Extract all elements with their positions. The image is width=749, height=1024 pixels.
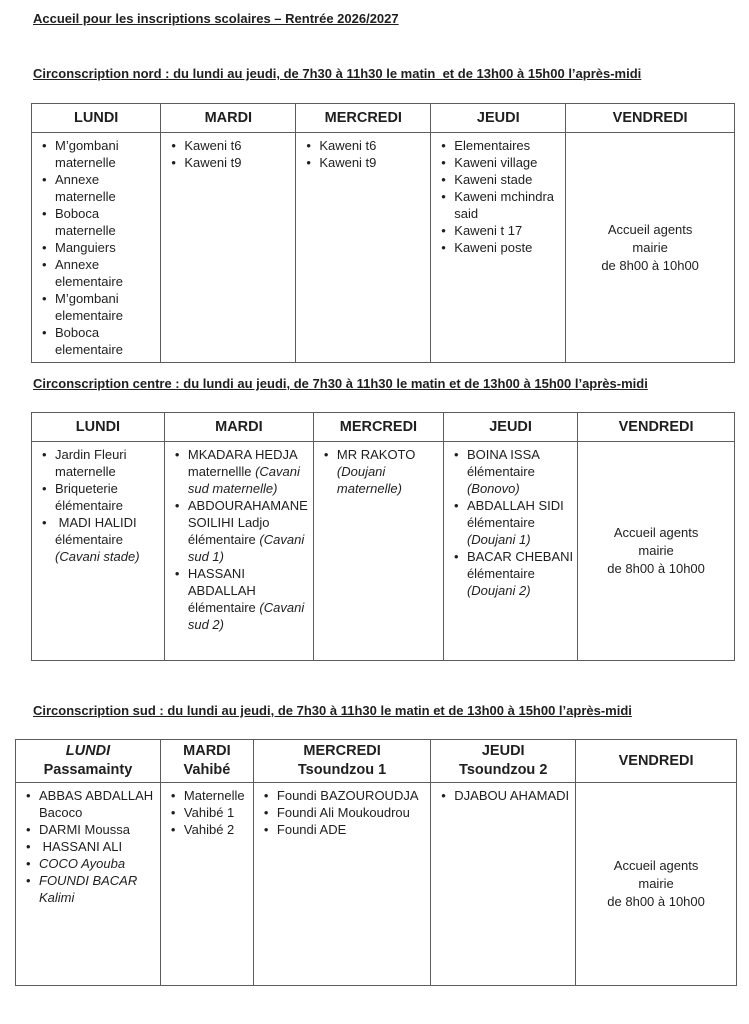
list-item-text: Kaweni stade: [454, 172, 533, 187]
column-header-text: LUNDI: [74, 109, 119, 126]
list-item-text: Elementaires: [454, 138, 531, 153]
list-item: [435, 222, 563, 239]
column-header-line: [316, 418, 441, 437]
list-item: [448, 548, 575, 599]
list-item-text: Boboca maternelle: [55, 206, 116, 238]
list-item: [435, 188, 563, 222]
list-item-text: Kaweni t 17: [454, 223, 523, 238]
schedule-cell: [431, 783, 576, 986]
list-item: [435, 171, 563, 188]
column-header-text: Tsoundzou 2: [459, 762, 548, 778]
list-item-text: DARMI Moussa: [39, 822, 131, 837]
column-header-text: LUNDI: [75, 418, 121, 435]
column-header: [578, 413, 735, 442]
list-item: [165, 154, 293, 171]
column-header-line: [578, 752, 734, 771]
list-item: [448, 497, 575, 548]
schedule-cell: [576, 783, 737, 986]
column-header-line: [446, 418, 575, 437]
list-item-text: MR RAKOTO: [336, 447, 419, 462]
column-header: [160, 740, 253, 783]
column-header-text: MERCREDI: [324, 109, 402, 126]
column-header-text: Vahibé: [183, 762, 231, 778]
column-header-text: JEUDI: [481, 743, 525, 759]
list-item: [36, 480, 162, 514]
friday-note-line: mairie: [638, 543, 674, 558]
column-header: [32, 104, 161, 133]
list-item-text: ABBAS ABDALLAH Bacoco: [39, 788, 157, 820]
school-list: [318, 446, 441, 497]
list-item-text: M’gombani elementaire: [55, 291, 123, 323]
column-header-line: [256, 742, 428, 761]
friday-note-line: de 8h00 à 10h00: [607, 561, 705, 576]
list-item: [169, 565, 311, 633]
list-item-text: (Bonovo): [466, 481, 520, 496]
column-header-text: LUNDI: [65, 743, 111, 759]
column-header-line: [163, 761, 251, 780]
list-item-text: DJABOU AHAMADI: [454, 788, 570, 803]
list-item: [36, 171, 158, 205]
schedule-cell: [32, 442, 165, 661]
list-item: [300, 154, 428, 171]
list-item-text: Kaweni mchindra said: [454, 189, 558, 221]
section-heading-nord: Circonscription nord : du lundi au jeudi, de 7h30 à 11h30 le matin et de 13h00 à 15h00 l’après-midi: [33, 66, 642, 81]
schedule-cell: [431, 133, 566, 363]
friday-note-line: de 8h00 à 10h00: [601, 257, 699, 273]
list-item: [36, 446, 162, 480]
schedule-cell: [160, 783, 253, 986]
school-list: [165, 137, 293, 171]
list-item-text: (Doujani maternelle): [336, 464, 402, 496]
column-header-line: [34, 418, 162, 437]
list-item: [165, 821, 251, 838]
column-header: [296, 104, 431, 133]
friday-note-line: Accueil agents: [607, 221, 693, 237]
school-list: [165, 787, 251, 838]
list-item: [36, 324, 158, 358]
list-item: [435, 154, 563, 171]
list-item-text: MKADARA HEDJA maternellle: [187, 447, 301, 479]
school-list: [258, 787, 428, 838]
list-item: [169, 497, 311, 565]
list-item: [169, 446, 311, 497]
schedule-table-nord: [31, 103, 735, 363]
list-item-text: COCO Ayouba: [39, 856, 126, 871]
list-item-text: ABDOURAHAMANE SOILIHI Ladjo élémentaire: [187, 498, 312, 547]
friday-note-line: mairie: [632, 239, 668, 255]
list-item: [258, 787, 428, 804]
list-item: [165, 804, 251, 821]
friday-note-line: de 8h00 à 10h00: [607, 894, 705, 909]
list-item: [318, 446, 441, 497]
list-item-text: Kaweni t9: [319, 155, 377, 170]
list-item-text: (Cavani sud 1): [187, 532, 308, 564]
list-item-text: Boboca elementaire: [55, 325, 123, 357]
column-header: [443, 413, 577, 442]
list-item-text: Kaweni t6: [184, 138, 242, 153]
schedule-cell: [578, 442, 735, 661]
list-item: [20, 855, 158, 872]
column-header: [164, 413, 313, 442]
list-item-text: (Cavani sud maternelle): [187, 464, 304, 496]
list-item-text: MADI HALIDI élémentaire: [55, 515, 141, 547]
list-item-text: Manguiers: [55, 240, 116, 255]
header-row: [16, 740, 737, 783]
list-item-text: Maternelle: [183, 788, 245, 803]
list-item: [36, 239, 158, 256]
column-header-line: [580, 418, 732, 437]
list-item-text: Annexe elementaire: [55, 257, 123, 289]
column-header-line: [18, 742, 158, 761]
column-header: [32, 413, 165, 442]
section-nord: [31, 66, 735, 363]
list-item-text: HASSANI ABDALLAH élémentaire: [187, 566, 260, 615]
column-header: [16, 740, 161, 783]
list-item: [36, 137, 158, 171]
list-item-text: Jardin Fleuri maternelle: [55, 447, 131, 479]
column-header-text: MARDI: [204, 109, 253, 126]
header-row: [32, 104, 735, 133]
column-header: [431, 104, 566, 133]
list-item: [258, 804, 428, 821]
header-row: [32, 413, 735, 442]
table-row: [32, 133, 735, 363]
list-item: [20, 838, 158, 855]
list-item-text: ABDALLAH SIDI élémentaire: [466, 498, 568, 530]
list-item-text: Annexe maternelle: [55, 172, 116, 204]
list-item-text: M’gombani maternelle: [55, 138, 123, 170]
section-sud: [15, 703, 737, 986]
column-header-line: [298, 109, 428, 128]
school-list: [435, 137, 563, 256]
page-title: Accueil pour les inscriptions scolaires – Rentrée 2026/2027: [33, 11, 399, 26]
list-item-text: FOUNDI BACAR Kalimi: [39, 873, 141, 905]
school-list: [20, 787, 158, 906]
friday-note-line: Accueil agents: [613, 858, 699, 873]
column-header-text: MERCREDI: [339, 418, 418, 435]
school-list: [300, 137, 428, 171]
schedule-cell: [443, 442, 577, 661]
list-item: [36, 205, 158, 239]
list-item: [435, 787, 573, 804]
school-list: [435, 787, 573, 804]
list-item-text: Briqueterie élémentaire: [55, 481, 123, 513]
list-item: [300, 137, 428, 154]
schedule-cell: [253, 783, 430, 986]
column-header-text: MARDI: [183, 743, 231, 759]
school-list: [169, 446, 311, 633]
column-header-text: JEUDI: [476, 109, 520, 126]
table-row: [16, 783, 737, 986]
list-item-text: (Doujani 2): [466, 583, 531, 598]
column-header: [161, 104, 296, 133]
list-item: [20, 821, 158, 838]
column-header: [313, 413, 443, 442]
list-item-text: Kaweni t9: [184, 155, 242, 170]
schedule-cell: [566, 133, 735, 363]
school-list: [448, 446, 575, 599]
section-heading-centre: Circonscription centre : du lundi au jeudi, de 7h30 à 11h30 le matin et de 13h00 à 15h00 l’après-midi: [33, 376, 648, 391]
list-item-text: (Doujani 1): [466, 532, 531, 547]
column-header-line: [256, 761, 428, 780]
school-list: [36, 446, 162, 565]
list-item-text: Kaweni village: [454, 155, 538, 170]
column-header-line: [433, 742, 573, 761]
friday-note-line: Accueil agents: [613, 525, 699, 540]
section-centre: [31, 376, 735, 661]
schedule-cell: [296, 133, 431, 363]
column-header-line: [163, 742, 251, 761]
list-item-text: HASSANI ALI: [39, 839, 123, 854]
column-header: [576, 740, 737, 783]
column-header-text: Tsoundzou 1: [297, 762, 387, 778]
column-header-text: VENDREDI: [618, 418, 694, 435]
list-item: [435, 137, 563, 154]
list-item-text: Kaweni poste: [454, 240, 533, 255]
schedule-cell: [32, 133, 161, 363]
schedule-table-sud: [15, 739, 737, 986]
column-header-line: [433, 761, 573, 780]
list-item: [435, 239, 563, 256]
column-header-text: MERCREDI: [303, 743, 381, 759]
column-header: [431, 740, 576, 783]
column-header-line: [568, 109, 732, 128]
schedule-cell: [164, 442, 313, 661]
list-item: [165, 137, 293, 154]
list-item: [36, 256, 158, 290]
section-heading-sud: Circonscription sud : du lundi au jeudi, de 7h30 à 11h30 le matin et de 13h00 à 15h00 l’après-midi: [33, 703, 632, 718]
list-item-text: (Cavani stade): [55, 549, 140, 564]
list-item-text: Kaweni t6: [319, 138, 377, 153]
list-item: [20, 787, 158, 821]
table-row: [32, 442, 735, 661]
list-item-text: BACAR CHEBANI élémentaire: [466, 549, 577, 581]
schedule-cell: [313, 442, 443, 661]
list-item-text: Vahibé 2: [183, 822, 235, 837]
column-header-line: [163, 109, 293, 128]
column-header: [566, 104, 735, 133]
list-item: [20, 872, 158, 906]
column-header-text: MARDI: [215, 418, 263, 435]
list-item-text: Vahibé 1: [183, 805, 235, 820]
list-item-text: Foundi BAZOUROUDJA: [276, 788, 419, 803]
list-item: [165, 787, 251, 804]
schedule-table-centre: [31, 412, 735, 661]
list-item: [258, 821, 428, 838]
column-header-line: [34, 109, 158, 128]
friday-note-line: mairie: [638, 876, 674, 891]
list-item-text: (Cavani sud 2): [187, 600, 308, 632]
list-item: [36, 290, 158, 324]
list-item-text: Foundi Ali Moukoudrou: [276, 805, 410, 820]
column-header-line: [433, 109, 563, 128]
list-item: [448, 446, 575, 497]
column-header-text: JEUDI: [489, 418, 532, 435]
column-header-text: VENDREDI: [618, 752, 694, 769]
list-item-text: BOINA ISSA élémentaire: [466, 447, 543, 479]
list-item-text: Foundi ADE: [276, 822, 347, 837]
schedule-cell: [161, 133, 296, 363]
column-header: [253, 740, 430, 783]
list-item: [36, 514, 162, 565]
schedule-cell: [16, 783, 161, 986]
column-header-text: Passamainty: [43, 762, 133, 778]
column-header-line: [167, 418, 311, 437]
column-header-text: VENDREDI: [612, 109, 688, 126]
school-list: [36, 137, 158, 358]
column-header-line: [18, 761, 158, 780]
